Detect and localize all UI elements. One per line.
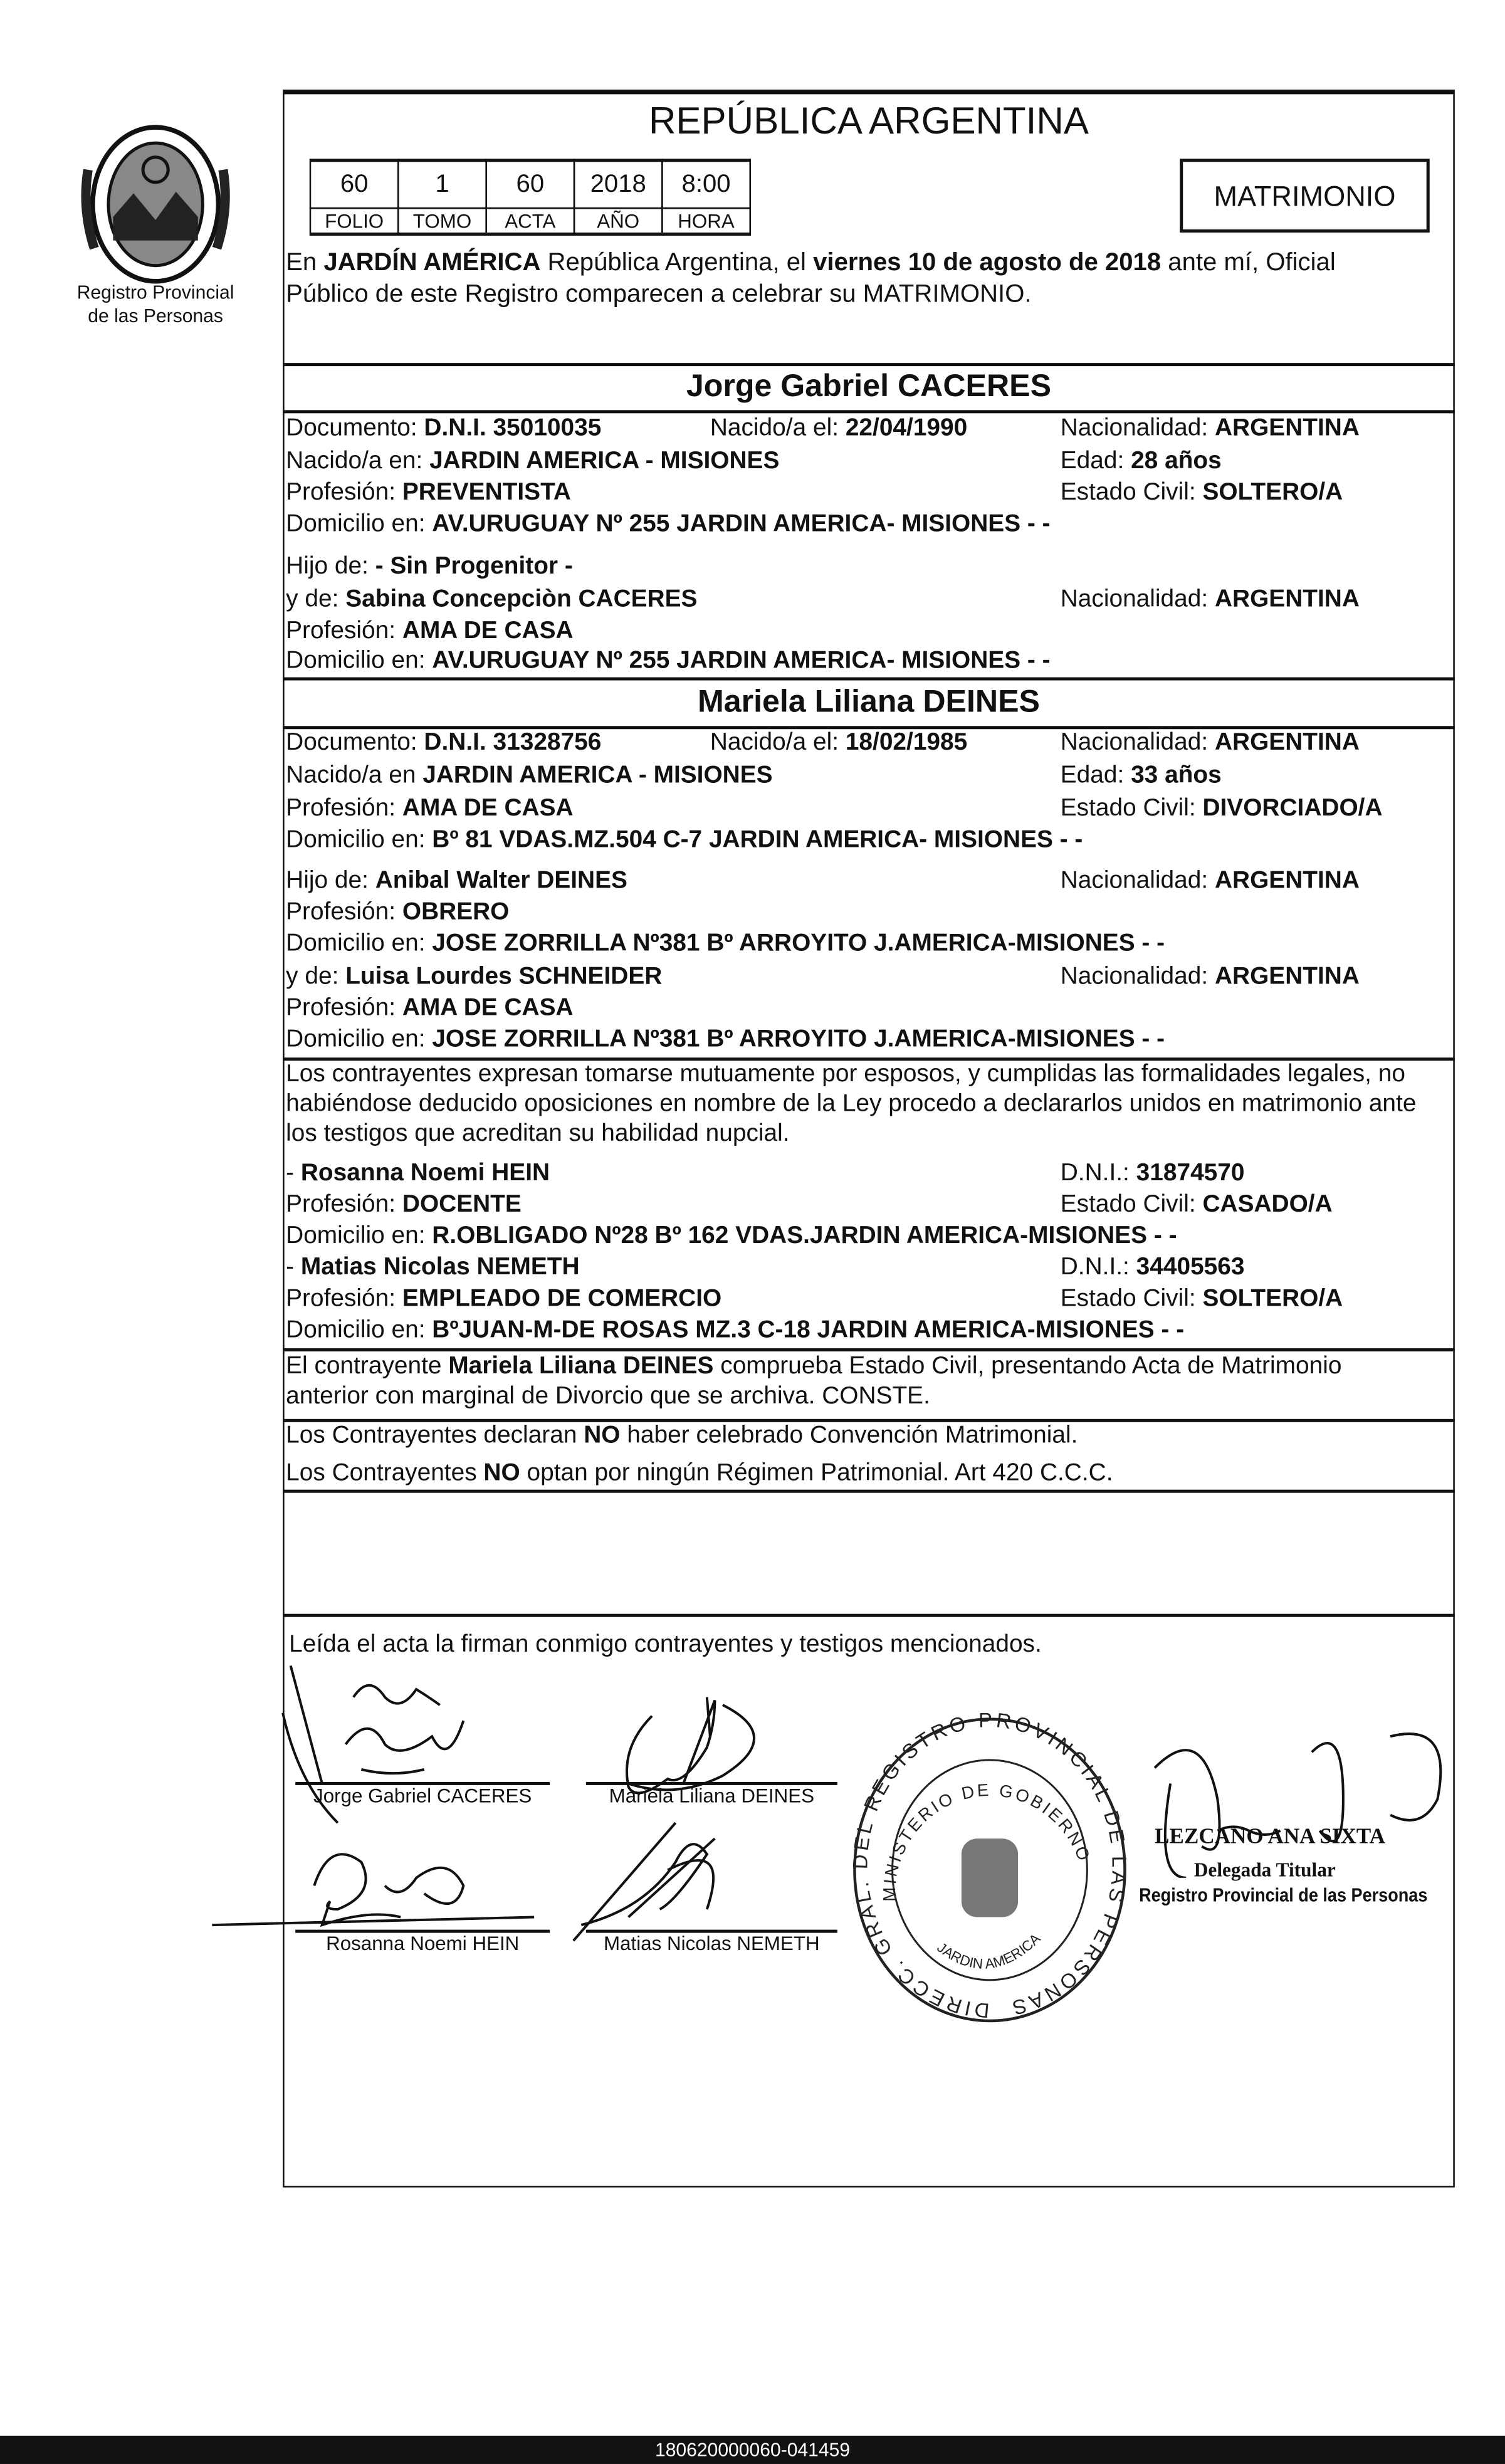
bride-field: Profesión: AMA DE CASA bbox=[286, 795, 574, 822]
convention-note: Los Contrayentes declaran NO haber celebrado Convención Matrimonial. bbox=[286, 1422, 1078, 1449]
groom-field: Profesión: PREVENTISTA bbox=[286, 479, 572, 506]
registry-acta-label: ACTA bbox=[485, 207, 575, 236]
groom-right-field: Estado Civil: SOLTERO/A bbox=[1060, 479, 1343, 506]
registry-año-label: AÑO bbox=[574, 207, 663, 236]
witness-field: - Rosanna Noemi HEIN bbox=[286, 1160, 550, 1187]
document-type-box: MATRIMONIO bbox=[1180, 159, 1430, 233]
groom-field: Domicilio en: AV.URUGUAY Nº 255 JARDIN AMERICA- MISIONES - - bbox=[286, 510, 1051, 538]
bride-field: Nacido/a en JARDIN AMERICA - MISIONES bbox=[286, 762, 773, 789]
svg-text:MINISTERIO DE GOBIERNO: MINISTERIO DE GOBIERNO bbox=[879, 1780, 1095, 1902]
groom-birthdate-field: Nacido/a el: 22/04/1990 bbox=[710, 414, 968, 442]
bride-birthdate-field: Nacido/a el: 18/02/1985 bbox=[710, 729, 968, 756]
bride-field: Domicilio en: JOSE ZORRILLA Nº381 Bº ARROYITO J.AMERICA-MISIONES - - bbox=[286, 1026, 1165, 1053]
groom-field: Profesión: AMA DE CASA bbox=[286, 617, 574, 644]
bride-name: Mariela Liliana DEINES bbox=[697, 685, 1040, 720]
regime-note: Los Contrayentes NO optan por ningún Régimen Patrimonial. Art 420 C.C.C. bbox=[286, 1460, 1113, 1487]
groom-name: Jorge Gabriel CACERES bbox=[686, 369, 1052, 404]
witness-right-field: Estado Civil: CASADO/A bbox=[1060, 1191, 1333, 1218]
signature-label-witness-1: Rosanna Noemi HEIN bbox=[326, 1932, 520, 1955]
signature-label-witness-2: Matias Nicolas NEMETH bbox=[604, 1932, 820, 1955]
provincial-seal-logo bbox=[78, 123, 233, 286]
intro-text: En JARDÍN AMÉRICA República Argentina, el viernes 10 de agosto de 2018 ante mí, Oficial Público de este Registro comparecen a celebrar su MATRIMONIO. bbox=[286, 249, 1336, 308]
bride-field: Domicilio en: JOSE ZORRILLA Nº381 Bº ARROYITO J.AMERICA-MISIONES - - bbox=[286, 930, 1165, 957]
logo-caption: de las Personas bbox=[88, 305, 223, 327]
signature-label-bride: Mariela Liliana DEINES bbox=[609, 1785, 815, 1808]
witness-right-field: D.N.I.: 34405563 bbox=[1060, 1254, 1245, 1281]
bride-field: Profesión: AMA DE CASA bbox=[286, 994, 574, 1022]
bride-field: Documento: D.N.I. 31328756 bbox=[286, 729, 602, 756]
witness-right-field: Estado Civil: SOLTERO/A bbox=[1060, 1285, 1343, 1313]
registry-folio-label: FOLIO bbox=[310, 207, 399, 236]
logo-caption: Registro Provincial bbox=[76, 281, 234, 303]
registry-folio-value: 60 bbox=[310, 159, 399, 209]
witness-field: Profesión: DOCENTE bbox=[286, 1191, 522, 1218]
declaration-text: Los contrayentes expresan tomarse mutuamente por esposos, y cumplidas las formalidades legales, no habiéndose deducido oposiciones en nombre de la Ley procedo a declararlos unidos en matrimonio ante los testigos que acreditan su habilidad nupcial. bbox=[286, 1061, 1417, 1148]
bride-field: y de: Luisa Lourdes SCHNEIDER bbox=[286, 963, 663, 990]
groom-right-field: Nacionalidad: ARGENTINA bbox=[1060, 414, 1360, 442]
officer-role: Delegada Titular bbox=[1193, 1858, 1336, 1881]
bride-right-field: Estado Civil: DIVORCIADO/A bbox=[1060, 795, 1383, 822]
registry-tomo-value: 1 bbox=[397, 159, 487, 209]
bride-right-field: Edad: 33 años bbox=[1060, 762, 1222, 789]
witness-field: Profesión: EMPLEADO DE COMERCIO bbox=[286, 1285, 722, 1313]
groom-field: y de: Sabina Concepciòn CACERES bbox=[286, 586, 698, 613]
bride-right-field: Nacionalidad: ARGENTINA bbox=[1060, 963, 1360, 990]
officer-organization: Registro Provincial de las Personas bbox=[1139, 1884, 1428, 1906]
closing-text: Leída el acta la firman conmigo contrayentes y testigos mencionados. bbox=[289, 1631, 1042, 1658]
svg-text:DIRECC. GRAL. DEL REGISTRO PRO: DIRECC. GRAL. DEL REGISTRO PROVINCIAL DE LAS PERSONAS bbox=[849, 1712, 1131, 2022]
officer-name: LEZCANO ANA SIXTA bbox=[1155, 1826, 1386, 1850]
witness-right-field: D.N.I.: 31874570 bbox=[1060, 1160, 1245, 1187]
document-title: REPÚBLICA ARGENTINA bbox=[648, 100, 1089, 144]
groom-field: Documento: D.N.I. 35010035 bbox=[286, 414, 602, 442]
bride-field: Domicilio en: Bº 81 VDAS.MZ.504 C-7 JARDIN AMERICA- MISIONES - - bbox=[286, 826, 1083, 854]
registry-hora-value: 8:00 bbox=[661, 159, 751, 209]
svg-text:JARDIN AMERICA: JARDIN AMERICA bbox=[934, 1930, 1044, 1972]
witness-field: Domicilio en: R.OBLIGADO Nº28 Bº 162 VDAS.JARDIN AMERICA-MISIONES - - bbox=[286, 1222, 1177, 1250]
bride-right-field: Nacionalidad: ARGENTINA bbox=[1060, 867, 1360, 894]
groom-field: Hijo de: - Sin Progenitor - bbox=[286, 553, 573, 580]
official-stamp bbox=[848, 1713, 1131, 2027]
groom-right-field: Nacionalidad: ARGENTINA bbox=[1060, 586, 1360, 613]
groom-field: Nacido/a en: JARDIN AMERICA - MISIONES bbox=[286, 448, 780, 475]
registry-tomo-label: TOMO bbox=[397, 207, 487, 236]
registry-año-value: 2018 bbox=[574, 159, 663, 209]
civil-status-note: El contrayente Mariela Liliana DEINES comprueba Estado Civil, presentando Acta de Matrimonio anterior con marginal de Divorcio que se archiva. CONSTE. bbox=[286, 1353, 1342, 1410]
groom-field: Domicilio en: AV.URUGUAY Nº 255 JARDIN AMERICA- MISIONES - - bbox=[286, 647, 1051, 674]
groom-right-field: Edad: 28 años bbox=[1060, 448, 1222, 475]
document-barcode-number: 180620000060-041459 bbox=[0, 2436, 1505, 2464]
bride-field: Profesión: OBRERO bbox=[286, 899, 510, 926]
officer-signature bbox=[1123, 1721, 1461, 1878]
registry-hora-label: HORA bbox=[661, 207, 751, 236]
bride-field: Hijo de: Anibal Walter DEINES bbox=[286, 867, 627, 894]
registry-acta-value: 60 bbox=[485, 159, 575, 209]
signature-label-groom: Jorge Gabriel CACERES bbox=[313, 1785, 532, 1808]
witness-field: Domicilio en: BºJUAN-M-DE ROSAS MZ.3 C-18 JARDIN AMERICA-MISIONES - - bbox=[286, 1316, 1185, 1344]
witness-field: - Matias Nicolas NEMETH bbox=[286, 1254, 580, 1281]
bride-right-field: Nacionalidad: ARGENTINA bbox=[1060, 729, 1360, 756]
